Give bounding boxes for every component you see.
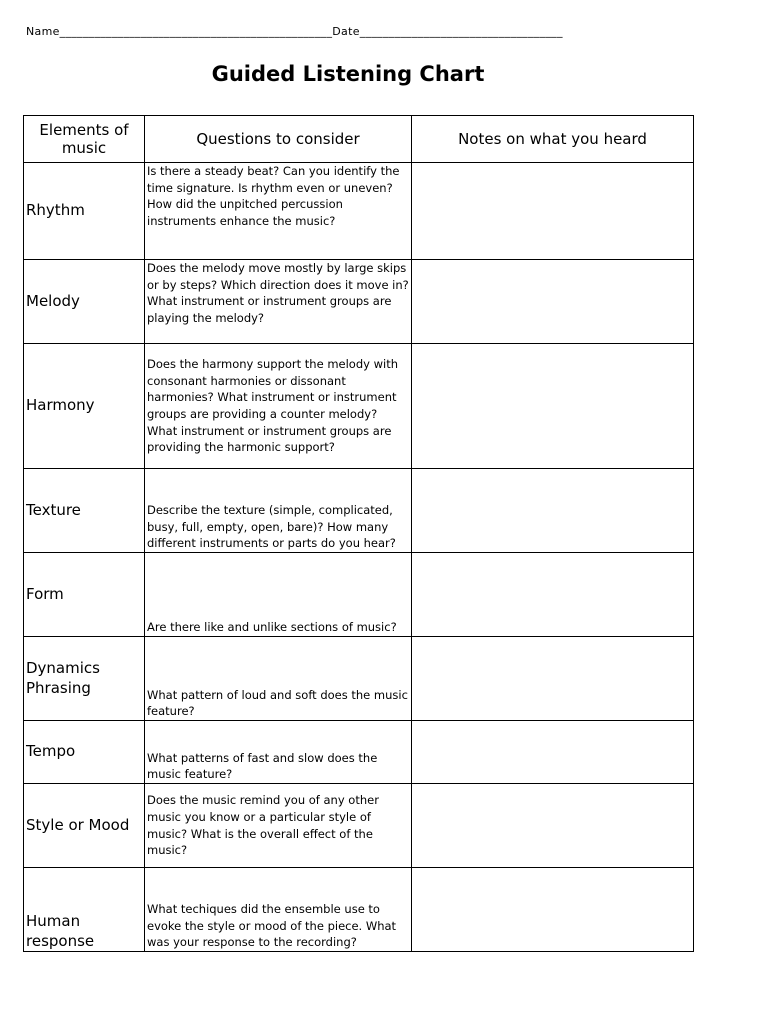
question-cell: Does the music remind you of any other music you know or a particular style of music? What is the overall effect of the music? [145, 784, 412, 868]
table-row-human-response [24, 868, 694, 952]
question-cell: Are there like and unlike sections of music? [145, 553, 412, 637]
notes-cell[interactable] [412, 637, 694, 721]
name-blank[interactable]: _______________________________________________ [59, 25, 333, 38]
table-row-style [24, 784, 694, 868]
page-title: Guided Listening Chart [211, 62, 485, 86]
question-cell: What patterns of fast and slow does the music feature? [145, 721, 412, 784]
table-row-harmony [24, 344, 694, 469]
table-header-row [24, 116, 694, 163]
question-cell: Is there a steady beat? Can you identify the time signature. Is rhythm even or uneven? How did the unpitched percussion instruments enhance the music? [145, 163, 412, 260]
question-cell: What pattern of loud and soft does the music feature? [145, 637, 412, 721]
listening-chart-table [23, 115, 694, 952]
table-row-tempo [24, 721, 694, 784]
name-label: Name [26, 25, 60, 38]
element-cell: Tempo [24, 721, 145, 784]
date-blank[interactable]: ___________________________________ [359, 25, 563, 38]
element-cell: Form [24, 553, 145, 637]
table-row-melody [24, 260, 694, 344]
question-cell: Describe the texture (simple, complicated, busy, full, empty, open, bare)? How many different instruments or parts do you hear? [145, 469, 412, 553]
column-header-questions: Questions to consider [145, 116, 412, 163]
element-cell: Harmony [24, 344, 145, 469]
date-label: Date [332, 25, 360, 38]
notes-cell[interactable] [412, 868, 694, 952]
element-cell: Dynamics Phrasing [24, 637, 145, 721]
question-cell: Does the harmony support the melody with consonant harmonies or dissonant harmonies? What instrument or instrument groups are providing a counter melody? What instrument or instrument groups are providing the harmonic support? [145, 344, 412, 469]
question-cell: What techiques did the ensemble use to evoke the style or mood of the piece. What was your response to the recording? [145, 868, 412, 952]
notes-cell[interactable] [412, 163, 694, 260]
notes-cell[interactable] [412, 469, 694, 553]
column-header-elements: Elements of music [24, 116, 145, 163]
element-cell: Rhythm [24, 163, 145, 260]
notes-cell[interactable] [412, 784, 694, 868]
question-cell: Does the melody move mostly by large skips or by steps? Which direction does it move in? What instrument or instrument groups are playing the melody? [145, 260, 412, 344]
element-cell: Melody [24, 260, 145, 344]
element-cell: Human response [24, 868, 145, 952]
notes-cell[interactable] [412, 344, 694, 469]
notes-cell[interactable] [412, 721, 694, 784]
table-row-texture [24, 469, 694, 553]
notes-cell[interactable] [412, 553, 694, 637]
column-header-notes: Notes on what you heard [412, 116, 694, 163]
name-date-line [26, 25, 563, 38]
table-row-form [24, 553, 694, 637]
notes-cell[interactable] [412, 260, 694, 344]
table-row-rhythm [24, 163, 694, 260]
element-cell: Texture [24, 469, 145, 553]
element-cell: Style or Mood [24, 784, 145, 868]
table-row-dynamics [24, 637, 694, 721]
